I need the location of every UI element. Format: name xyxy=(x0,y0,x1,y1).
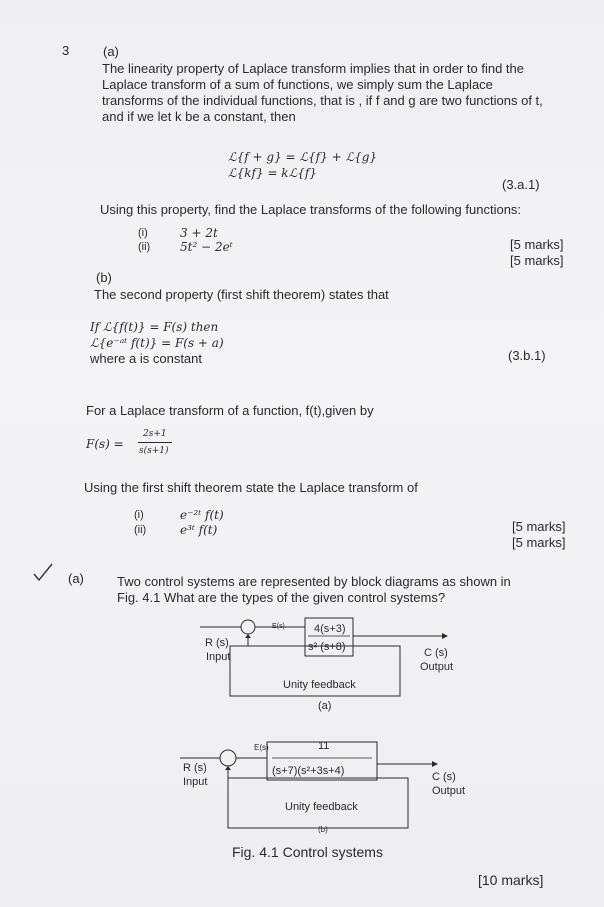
item-b-ii-expr: e³ᵗ f(t) xyxy=(180,523,218,537)
linearity-equation-1: ℒ{f + g} = ℒ{f} + ℒ{g} xyxy=(228,150,378,164)
item-a-i-num: (i) xyxy=(138,227,148,239)
F-lhs: F(s) = xyxy=(86,437,124,451)
shift-theorem-line-1: If ℒ{f(t)} = F(s) then xyxy=(90,320,219,334)
diagram-b-tf-numerator: 11 xyxy=(318,740,330,752)
item-b-i-num: (i) xyxy=(134,509,144,521)
item-a-ii-expr: 5t² − 2eᵗ xyxy=(180,240,233,254)
diagram-b-caption: (b) xyxy=(318,825,328,834)
figure-caption: Fig. 4.1 Control systems xyxy=(232,844,383,860)
diagram-b-error-label: E(s) xyxy=(254,743,269,752)
F-fraction-bar xyxy=(138,442,172,443)
item-a-i-expr: 3 + 2t xyxy=(180,226,218,240)
F-numerator: 2s+1 xyxy=(143,429,167,439)
handwritten-tick-mark xyxy=(30,560,56,586)
summing-junction-a xyxy=(241,620,255,634)
diagram-b-input-label: Input xyxy=(183,776,208,788)
q4-marks: [10 marks] xyxy=(478,872,544,888)
F-denominator: s(s+1) xyxy=(139,446,169,456)
laplace-intro: For a Laplace transform of a function, f(t),given by xyxy=(86,403,374,418)
item-b-i-marks: [5 marks] xyxy=(512,519,566,534)
equation-ref-b: (3.b.1) xyxy=(508,348,546,363)
item-b-ii-num: (ii) xyxy=(134,524,147,536)
item-a-ii-marks: [5 marks] xyxy=(510,253,564,268)
intro-line-1: The linearity property of Laplace transform implies that in order to find the xyxy=(102,61,524,76)
shift-theorem-line-3: where a is constant xyxy=(90,351,203,366)
diagram-b-tf-denominator: (s+7)(s²+3s+4) xyxy=(272,765,345,777)
q4-line-2: Fig. 4.1 What are the types of the given control systems? xyxy=(117,590,446,605)
diagram-b-feedback-label: Unity feedback xyxy=(285,801,358,813)
instruction-b: Using the first shift theorem state the Laplace transform of xyxy=(84,480,418,495)
summing-junction-b xyxy=(220,750,236,766)
diagram-b-R-label: R (s) xyxy=(183,762,207,774)
diagram-a-caption: (a) xyxy=(318,700,332,712)
item-b-ii-marks: [5 marks] xyxy=(512,535,566,550)
diagram-a-tf-numerator: 4(s+3) xyxy=(314,623,346,635)
part-b-intro: The second property (first shift theorem) states that xyxy=(94,287,389,302)
diagram-a-C-label: C (s) xyxy=(424,647,448,659)
item-b-i-expr: e⁻²ᵗ f(t) xyxy=(180,508,224,522)
diagram-a-error-label: E(s) xyxy=(272,623,285,630)
diagram-a-R-label: R (s) xyxy=(205,637,229,649)
diagram-a-tf-denominator: s² (s+8) xyxy=(308,641,346,653)
q4-part-label: (a) xyxy=(68,571,84,586)
diagram-b-C-label: C (s) xyxy=(432,771,456,783)
part-b-label: (b) xyxy=(96,270,112,285)
intro-line-2: Laplace transform of a sum of functions, we simply sum the Laplace xyxy=(102,77,493,92)
diagram-a-feedback-label: Unity feedback xyxy=(283,679,356,691)
diagram-b-output-label: Output xyxy=(432,785,466,797)
intro-line-4: and if we let k be a constant, then xyxy=(102,109,296,124)
intro-line-3: transforms of the individual functions, that is , if f and g are two functions of t, xyxy=(102,93,543,108)
part-a-label: (a) xyxy=(103,44,119,59)
shift-theorem-line-2: ℒ{e⁻ᵃᵗ f(t)} = F(s + a) xyxy=(90,336,224,350)
linearity-equation-2: ℒ{kf} = kℒ{f} xyxy=(228,166,317,180)
q4-line-1: Two control systems are represented by block diagrams as shown in xyxy=(117,574,511,589)
equation-ref-a: (3.a.1) xyxy=(502,177,540,192)
item-a-ii-num: (ii) xyxy=(138,241,151,253)
diagram-a-input-label: Input xyxy=(206,651,231,663)
diagram-a-output-label: Output xyxy=(420,661,454,673)
item-a-i-marks: [5 marks] xyxy=(510,237,564,252)
instruction-a: Using this property, find the Laplace transforms of the following functions: xyxy=(100,202,522,217)
question-number: 3 xyxy=(62,43,70,58)
